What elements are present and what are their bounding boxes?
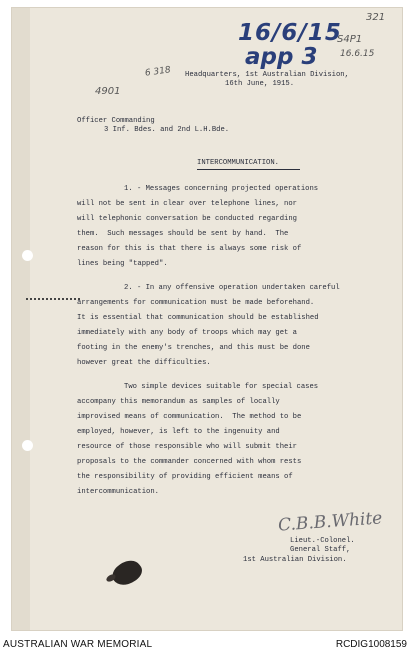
archive-name: AUSTRALIAN WAR MEMORIAL <box>3 639 153 650</box>
para3-line: accompany this memorandum as samples of locally <box>77 398 280 406</box>
pencil-date: 16.6.15 <box>340 49 375 59</box>
para1-line: 1. - Messages concerning projected operations <box>124 185 319 193</box>
handwritten-date: 16/6/15 <box>238 20 342 46</box>
document-heading: INTERCOMMUNICATION. <box>197 159 279 167</box>
pencil-file-number: 4901 <box>95 86 121 97</box>
para2-line: arrangements for communication must be made beforehand. <box>77 299 315 307</box>
addressee-units: 3 Inf. Bdes. and 2nd L.H.Bde. <box>104 126 230 134</box>
signatory-office: General Staff, <box>290 546 351 554</box>
para2-line: 2. - In any offensive operation undertaken careful <box>124 284 340 292</box>
punch-hole <box>22 440 33 451</box>
para3-line: resource of those responsible who will submit their <box>77 443 297 451</box>
signatory-division: 1st Australian Division. <box>243 556 347 564</box>
para3-line: the responsibility of providing efficient means of <box>77 473 293 481</box>
pencil-reference: S4P1 <box>337 34 363 45</box>
pencil-folio: 321 <box>366 12 386 23</box>
heading-underline <box>197 169 300 170</box>
para3-line: improvised means of communication. The method to be <box>77 413 302 421</box>
archive-footer <box>0 636 411 654</box>
para1-line: will not be sent in clear over telephone lines, nor <box>77 200 297 208</box>
handwritten-appendix: app 3 <box>245 44 318 70</box>
pencil-number: 6 318 <box>144 65 172 79</box>
addressee-title: Officer Commanding <box>77 117 155 125</box>
punch-hole <box>22 250 33 261</box>
archive-record-id: RCDIG1008159 <box>335 639 407 650</box>
para1-line: reason for this is that there is always some risk of <box>77 245 302 253</box>
header-location: Headquarters, 1st Australian Division, <box>185 71 349 79</box>
para3-line: proposals to the commander concerned with whom rests <box>77 458 302 466</box>
para3-line: employed, however, is left to the ingenuity and <box>77 428 280 436</box>
margin-mark <box>26 298 80 300</box>
header-date: 16th June, 1915. <box>225 80 295 88</box>
para3-line: intercommunication. <box>77 488 159 496</box>
para2-line: footing in the enemy's trenches, and this must be done <box>77 344 310 352</box>
para2-line: however great the difficulties. <box>77 359 211 367</box>
para1-line: lines being "tapped". <box>77 260 168 268</box>
paper-edge-strip <box>12 8 30 630</box>
para2-line: It is essential that communication should be established <box>77 314 319 322</box>
para1-line: them. Such messages should be sent by hand. The <box>77 230 289 238</box>
para2-line: immediately with any body of troops which may get a <box>77 329 297 337</box>
signatory-rank: Lieut.-Colonel. <box>290 537 355 545</box>
para3-line: Two simple devices suitable for special cases <box>124 383 319 391</box>
signature: C.B.B.White <box>277 508 383 536</box>
para1-line: will telephonic conversation be conducted regarding <box>77 215 297 223</box>
